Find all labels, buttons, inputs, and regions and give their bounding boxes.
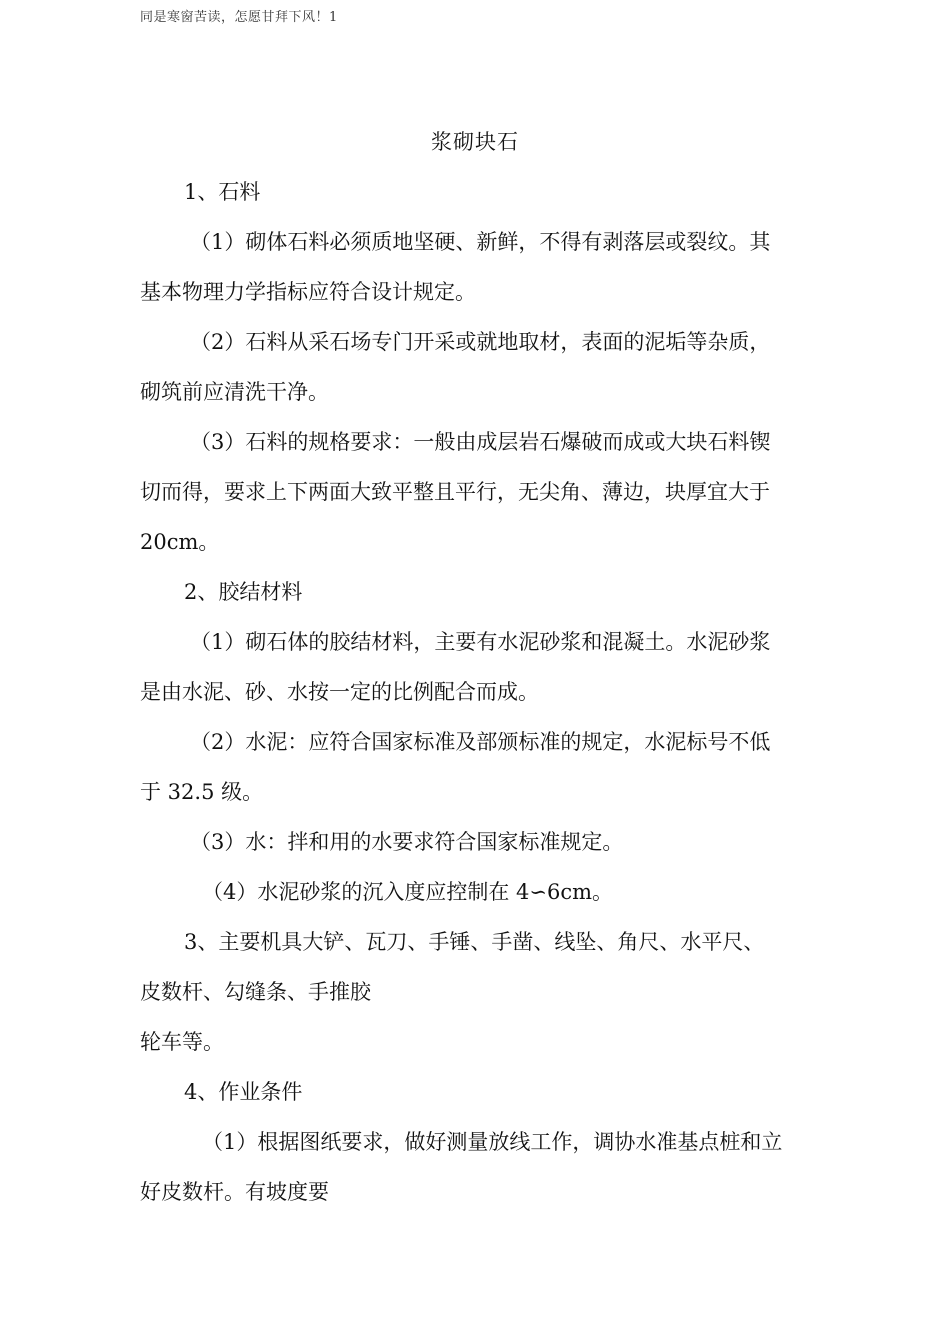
section-heading: 2、胶结材料 bbox=[184, 580, 303, 604]
paragraph-line: （2）石料从采石场专门开采或就地取材，表面的泥垢等杂质， bbox=[190, 330, 771, 354]
paragraph-line: （2）水泥：应符合国家标准及部颁标准的规定，水泥标号不低 bbox=[190, 730, 771, 754]
paragraph-line: 基本物理力学指标应符合设计规定。 bbox=[140, 280, 476, 304]
paragraph-line: （3）石料的规格要求：一般由成层岩石爆破而成或大块石料锲 bbox=[190, 430, 771, 454]
paragraph-line: （1）砌体石料必须质地坚硬、新鲜，不得有剥落层或裂纹。其 bbox=[190, 230, 771, 254]
paragraph-line: 是由水泥、砂、水按一定的比例配合而成。 bbox=[140, 680, 539, 704]
paragraph-line: （1）砌石体的胶结材料，主要有水泥砂浆和混凝土。水泥砂浆 bbox=[190, 630, 771, 654]
section-heading: 3、主要机具大铲、瓦刀、手锤、手凿、线坠、角尺、水平尺、 bbox=[184, 930, 765, 954]
paragraph-line: （4）水泥砂浆的沉入度应控制在 4∽6cm。 bbox=[202, 880, 614, 904]
paragraph-line: 砌筑前应清洗干净。 bbox=[140, 380, 329, 404]
paragraph-line: （1）根据图纸要求，做好测量放线工作，调协水准基点桩和立 bbox=[202, 1130, 783, 1154]
paragraph-line: 皮数杆、勾缝条、手推胶 bbox=[140, 980, 371, 1004]
paragraph-line: 切而得，要求上下两面大致平整且平行，无尖角、薄边，块厚宜大于 bbox=[140, 480, 770, 504]
paragraph-line: （3）水：拌和用的水要求符合国家标准规定。 bbox=[190, 830, 624, 854]
paragraph-line: 好皮数杆。有坡度要 bbox=[140, 1180, 329, 1204]
section-heading: 4、作业条件 bbox=[184, 1080, 303, 1104]
paragraph-line: 20cm。 bbox=[140, 530, 220, 554]
paragraph-line: 于 32.5 级。 bbox=[140, 780, 264, 804]
document-title: 浆砌块石 bbox=[431, 130, 519, 154]
section-heading: 1、石料 bbox=[184, 180, 261, 204]
page-header: 同是寒窗苦读，怎愿甘拜下风！1 bbox=[140, 10, 338, 25]
paragraph-line: 轮车等。 bbox=[140, 1030, 224, 1054]
